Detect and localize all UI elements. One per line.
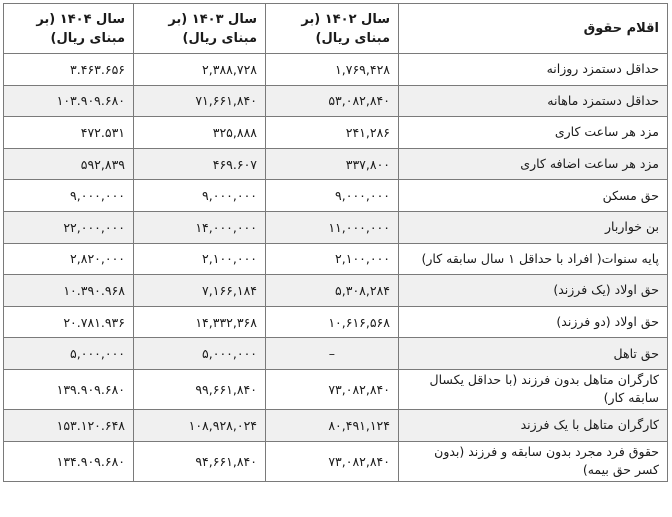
cell-item: حداقل دستمزد ماهانه xyxy=(399,85,668,117)
cell-1403: ۷۱,۶۶۱,۸۴۰ xyxy=(134,85,266,117)
cell-1402: ۲۴۱,۲۸۶ xyxy=(266,117,399,149)
cell-1403: ۹۹,۶۶۱,۸۴۰ xyxy=(134,369,266,409)
header-year-1404: سال ۱۴۰۴ (بر مبنای ریال) xyxy=(4,4,134,54)
cell-item: حداقل دستمزد روزانه xyxy=(399,54,668,86)
cell-1402: ۳۳۷,۸۰۰ xyxy=(266,148,399,180)
cell-1404: ۵,۰۰۰,۰۰۰ xyxy=(4,338,134,370)
cell-1402: ۵,۳۰۸,۲۸۴ xyxy=(266,275,399,307)
header-item: اقلام حقوق xyxy=(399,4,668,54)
cell-1404: ۹,۰۰۰,۰۰۰ xyxy=(4,180,134,212)
cell-1403: ۷,۱۶۶,۱۸۴ xyxy=(134,275,266,307)
cell-item: مزد هر ساعت کاری xyxy=(399,117,668,149)
cell-1404: ۳.۴۶۳.۶۵۶ xyxy=(4,54,134,86)
cell-1404: ۱۳۹.۹۰۹.۶۸۰ xyxy=(4,369,134,409)
table-row xyxy=(4,306,668,338)
table-row xyxy=(4,54,668,86)
cell-1402: ۸۰,۴۹۱,۱۲۴ xyxy=(266,409,399,441)
cell-1403: ۹,۰۰۰,۰۰۰ xyxy=(134,180,266,212)
table-row xyxy=(4,180,668,212)
cell-1402: – xyxy=(266,338,399,370)
table-row xyxy=(4,441,668,481)
cell-1403: ۱۴,۳۳۲,۳۶۸ xyxy=(134,306,266,338)
cell-1403: ۴۶۹.۶۰۷ xyxy=(134,148,266,180)
cell-item: کارگران متاهل با یک فرزند xyxy=(399,409,668,441)
table-row xyxy=(4,409,668,441)
cell-1402: ۹,۰۰۰,۰۰۰ xyxy=(266,180,399,212)
table-row xyxy=(4,275,668,307)
cell-item: حق اولاد (یک فرزند) xyxy=(399,275,668,307)
cell-item: کارگران متاهل بدون فرزند (با حداقل یکسال سابقه کار) xyxy=(399,369,668,409)
salary-table xyxy=(3,3,668,482)
cell-1402: ۱۱,۰۰۰,۰۰۰ xyxy=(266,211,399,243)
cell-1402: ۷۳,۰۸۲,۸۴۰ xyxy=(266,441,399,481)
table-row xyxy=(4,243,668,275)
cell-1403: ۵,۰۰۰,۰۰۰ xyxy=(134,338,266,370)
cell-1403: ۹۴,۶۶۱,۸۴۰ xyxy=(134,441,266,481)
cell-1404: ۱۳۴.۹۰۹.۶۸۰ xyxy=(4,441,134,481)
header-year-1402: سال ۱۴۰۲ (بر مبنای ریال) xyxy=(266,4,399,54)
table-row xyxy=(4,85,668,117)
header-year-1403: سال ۱۴۰۳ (بر مبنای ریال) xyxy=(134,4,266,54)
cell-1402: ۵۳,۰۸۲,۸۴۰ xyxy=(266,85,399,117)
cell-1402: ۲,۱۰۰,۰۰۰ xyxy=(266,243,399,275)
cell-1403: ۱۰۸,۹۲۸,۰۲۴ xyxy=(134,409,266,441)
cell-1404: ۱۰.۳۹۰.۹۶۸ xyxy=(4,275,134,307)
cell-item: حق تاهل xyxy=(399,338,668,370)
cell-1404: ۲,۸۲۰,۰۰۰ xyxy=(4,243,134,275)
cell-1403: ۲,۳۸۸,۷۲۸ xyxy=(134,54,266,86)
table-row xyxy=(4,338,668,370)
cell-1404: ۲۲,۰۰۰,۰۰۰ xyxy=(4,211,134,243)
cell-1403: ۳۲۵,۸۸۸ xyxy=(134,117,266,149)
table-row xyxy=(4,369,668,409)
cell-item: حقوق فرد مجرد بدون سابقه و فرزند (بدون کسر حق بیمه) xyxy=(399,441,668,481)
table-header-row xyxy=(4,4,668,54)
cell-1402: ۷۳,۰۸۲,۸۴۰ xyxy=(266,369,399,409)
table-row xyxy=(4,117,668,149)
cell-1404: ۱۰۳.۹۰۹.۶۸۰ xyxy=(4,85,134,117)
table-row xyxy=(4,148,668,180)
cell-1404: ۱۵۳.۱۲۰.۶۴۸ xyxy=(4,409,134,441)
cell-1404: ۲۰.۷۸۱.۹۳۶ xyxy=(4,306,134,338)
cell-1404: ۴۷۲.۵۳۱ xyxy=(4,117,134,149)
salary-table-container xyxy=(3,3,668,482)
cell-1402: ۱,۷۶۹,۴۲۸ xyxy=(266,54,399,86)
cell-1402: ۱۰,۶۱۶,۵۶۸ xyxy=(266,306,399,338)
cell-item: پایه سنوات( افراد با حداقل ۱ سال سابقه کار) xyxy=(399,243,668,275)
cell-1404: ۵۹۲,۸۳۹ xyxy=(4,148,134,180)
cell-item: حق اولاد (دو فرزند) xyxy=(399,306,668,338)
cell-1403: ۱۴,۰۰۰,۰۰۰ xyxy=(134,211,266,243)
cell-item: مزد هر ساعت اضافه کاری xyxy=(399,148,668,180)
cell-1403: ۲,۱۰۰,۰۰۰ xyxy=(134,243,266,275)
table-row xyxy=(4,211,668,243)
cell-item: حق مسکن xyxy=(399,180,668,212)
cell-item: بن خواربار xyxy=(399,211,668,243)
